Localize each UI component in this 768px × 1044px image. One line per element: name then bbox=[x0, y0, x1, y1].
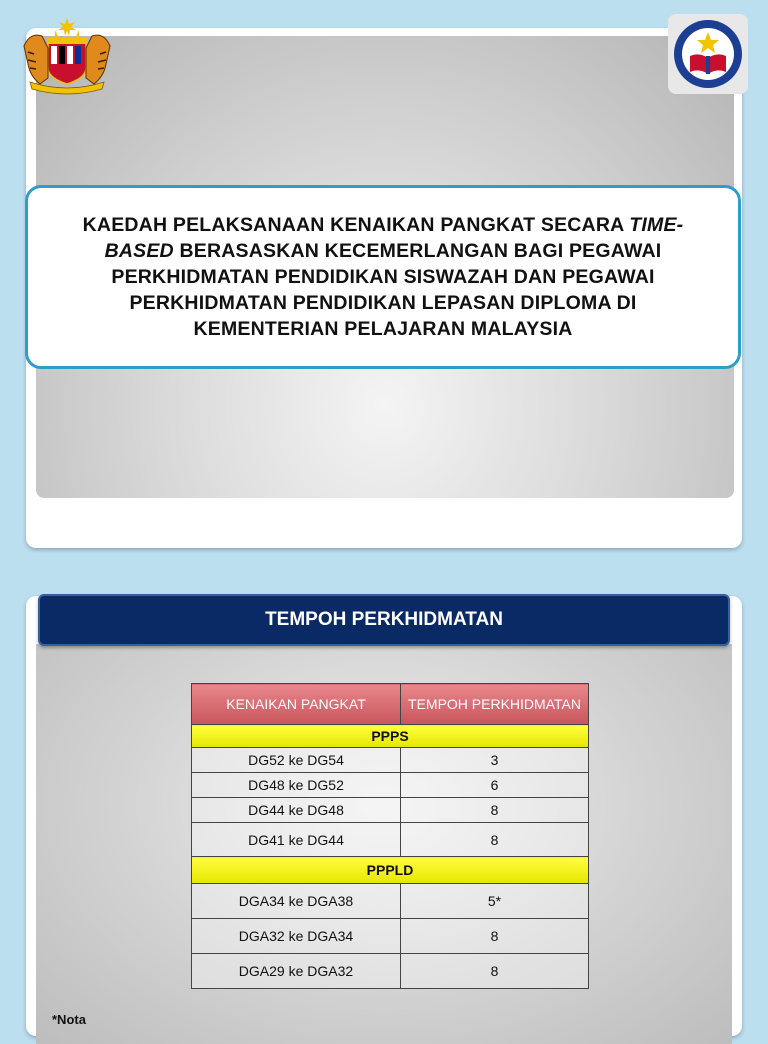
table-row bbox=[192, 748, 589, 773]
table-cell-tempoh: 8 bbox=[401, 954, 589, 989]
slide-title bbox=[28, 212, 738, 342]
table-row bbox=[192, 884, 589, 919]
table-cell-pangkat: DG48 ke DG52 bbox=[192, 773, 401, 798]
table-cell-pangkat: DG52 ke DG54 bbox=[192, 748, 401, 773]
table-row bbox=[192, 823, 589, 857]
table-cell-tempoh: 5* bbox=[401, 884, 589, 919]
table-row bbox=[192, 919, 589, 954]
table-header-row bbox=[192, 684, 589, 725]
section-row-pppld bbox=[192, 857, 589, 884]
slide-2-header bbox=[38, 594, 730, 646]
table-row bbox=[192, 798, 589, 823]
table-cell-tempoh: 8 bbox=[401, 823, 589, 857]
col-header-tempoh: TEMPOH PERKHIDMATAN bbox=[401, 684, 589, 725]
malaysia-coat-of-arms-icon bbox=[18, 16, 116, 96]
table-cell-tempoh: 3 bbox=[401, 748, 589, 773]
table-cell-pangkat: DGA29 ke DGA32 bbox=[192, 954, 401, 989]
slide-2-header-text: TEMPOH PERKHIDMATAN bbox=[265, 609, 503, 630]
section-row-ppps bbox=[192, 725, 589, 748]
tempoh-table bbox=[191, 683, 589, 989]
kementerian-pelajaran-logo-icon bbox=[668, 14, 748, 94]
table-cell-tempoh: 8 bbox=[401, 798, 589, 823]
section-label: PPPS bbox=[192, 725, 589, 748]
table-cell-tempoh: 8 bbox=[401, 919, 589, 954]
title-text-part2: BERASASKAN KECEMERLANGAN BAGI PEGAWAI PERKHIDMATAN PENDIDIKAN SISWAZAH DAN PEGAWAI PERKHIDMATAN PENDIDIKAN LEPASAN DIPLOMA DI KEMENTERIAN PELAJARAN MALAYSIA bbox=[111, 240, 662, 340]
title-box bbox=[25, 185, 741, 369]
table-row bbox=[192, 773, 589, 798]
col-header-kenaikan-pangkat: KENAIKAN PANGKAT bbox=[192, 684, 401, 725]
section-label: PPPLD bbox=[192, 857, 589, 884]
title-text-part1: KAEDAH PELAKSANAAN KENAIKAN PANGKAT SECARA bbox=[82, 214, 630, 236]
table-cell-pangkat: DGA32 ke DGA34 bbox=[192, 919, 401, 954]
table-row bbox=[192, 954, 589, 989]
table-cell-tempoh: 6 bbox=[401, 773, 589, 798]
table-cell-pangkat: DGA34 ke DGA38 bbox=[192, 884, 401, 919]
title-text-italic: TIME-BASED bbox=[104, 214, 684, 262]
nota-label: *Nota bbox=[52, 1012, 86, 1027]
table-cell-pangkat: DG41 ke DG44 bbox=[192, 823, 401, 857]
table-cell-pangkat: DG44 ke DG48 bbox=[192, 798, 401, 823]
